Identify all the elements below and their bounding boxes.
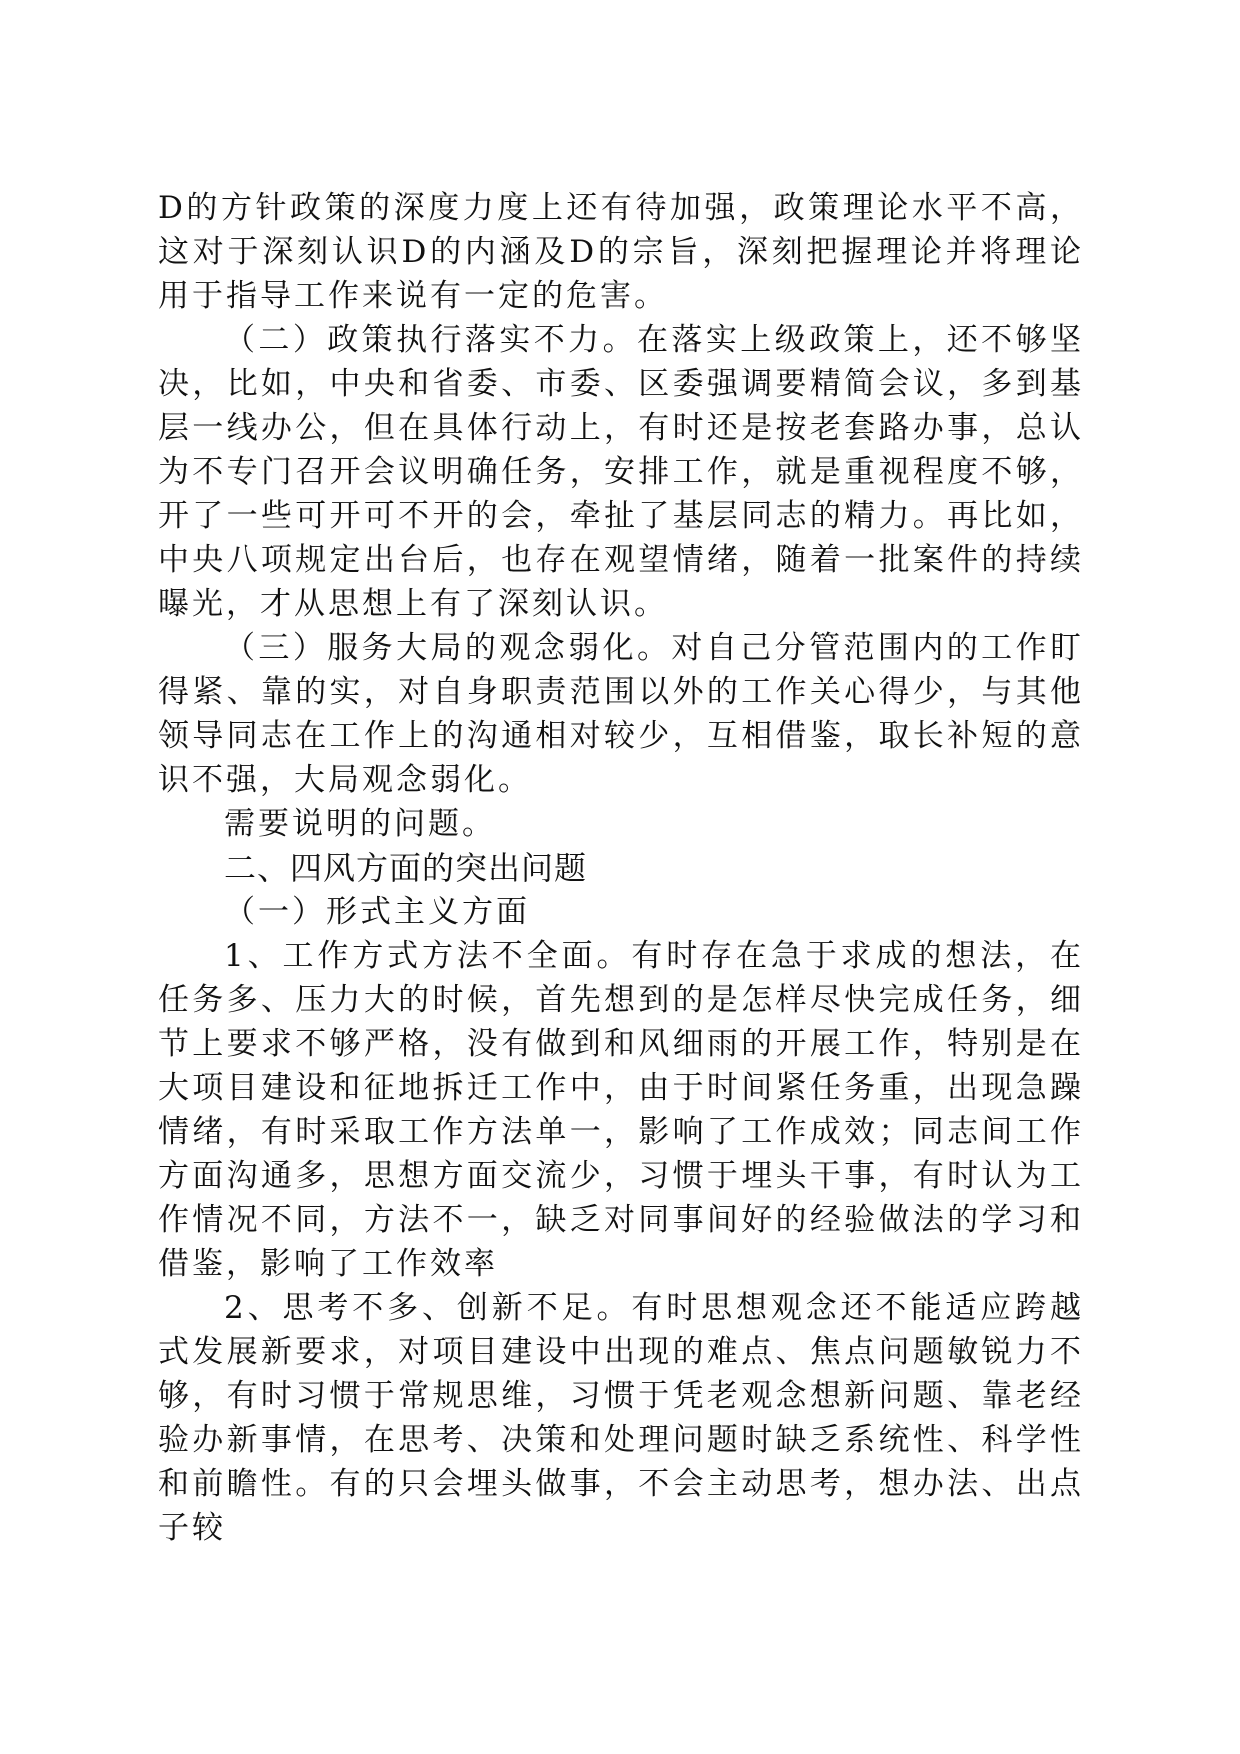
paragraph-big-picture: （三）服务大局的观念弱化。对自己分管范围内的工作盯得紧、靠的实，对自身职责范围以外的工作关心得少，与其他领导同志在工作上的沟通相对较少，互相借鉴，取长补短的意识不强，大局观念弱化。 [158,630,1084,798]
section-heading-four-winds: 二、四风方面的突出问题 [224,849,588,887]
document-page [158,186,1084,1550]
paragraph-policy-execution: （二）政策执行落实不力。在落实上级政策上，还不够坚决，比如，中央和省委、市委、区委强调要精简会议，多到基层一线办公，但在具体行动上，有时还是按老套路办事，总认为不专门召开会议明确任务，安排工作，就是重视程度不够，开了一些可开可不开的会，牵扯了基层同志的精力。再比如，中央八项规定出台后，也存在观望情绪，随着一批案件的持续曝光，才从思想上有了深刻认识。 [158,322,1084,622]
paragraph-work-methods: 1、工作方式方法不全面。有时存在急于求成的想法，在任务多、压力大的时候，首先想到的是怎样尽快完成任务，细节上要求不够严格，没有做到和风细雨的开展工作，特别是在大项目建设和征地拆迁工作中，由于时间紧任务重，出现急躁情绪，有时采取工作方法单一，影响了工作成效；同志间工作方面沟通多，思想方面交流少，习惯于埋头干事，有时认为工作情况不同，方法不一，缺乏对同事间好的经验做法的学习和借鉴，影响了工作效率 [158,938,1084,1282]
paragraph-continuation: D的方针政策的深度力度上还有待加强，政策理论水平不高，这对于深刻认识D的内涵及D的宗旨，深刻把握理论并将理论用于指导工作来说有一定的危害。 [158,190,1084,314]
subsection-heading-formalism: （一）形式主义方面 [224,894,530,930]
paragraph-issues-to-explain: 需要说明的问题。 [224,806,496,842]
paragraph-innovation: 2、思考不多、创新不足。有时思想观念还不能适应跨越式发展新要求，对项目建设中出现的难点、焦点问题敏锐力不够，有时习惯于常规思维，习惯于凭老观念想新问题、靠老经验办新事情，在思考、决策和处理问题时缺乏系统性、科学性和前瞻性。有的只会埋头做事，不会主动思考，想办法、出点子较 [158,1290,1084,1546]
